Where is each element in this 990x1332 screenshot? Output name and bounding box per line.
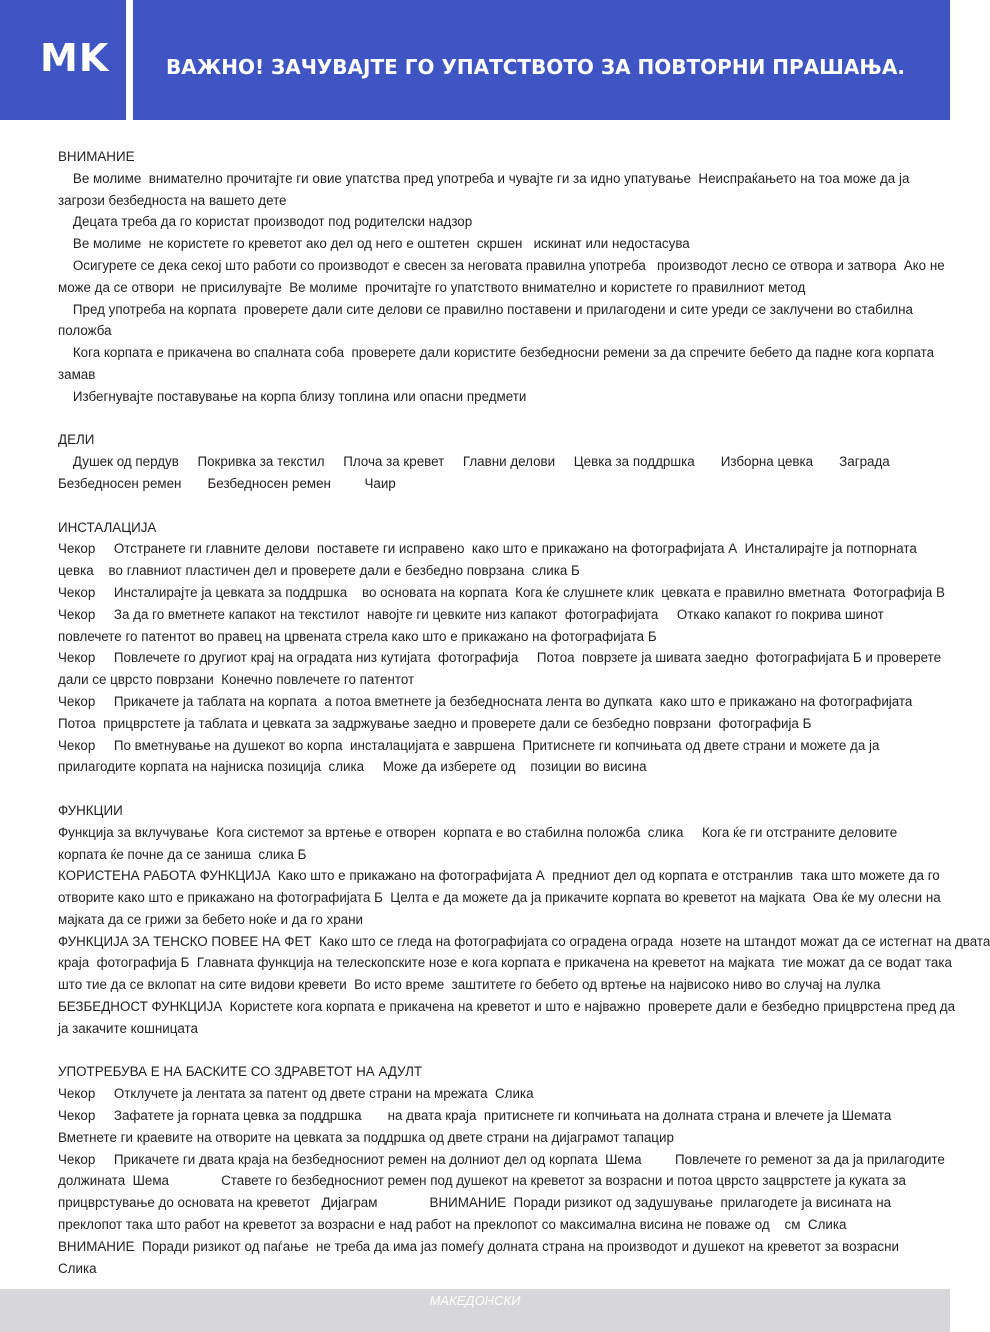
text-line: краја фотографија Б Главната функција на телескопските нозе е кога корпата е прикачена на креветот на мајката тие можат да се водат така (58, 955, 952, 971)
text-line: замав (58, 366, 96, 382)
section-heading: ФУНКЦИИ (58, 802, 123, 818)
section-heading: ВНИМАНИЕ (58, 149, 135, 164)
footer-language: МАКЕДОНСКИ (429, 1293, 521, 1308)
text-line: должината Шема Ставете го безбедносниот ремен под душекот на креветот за возрасни и потоа цврсто зацврстете ја куката за (58, 1173, 906, 1189)
text-line: положба (58, 323, 112, 339)
language-code: MK (40, 36, 110, 80)
header-divider (126, 0, 133, 120)
text-line: Слика (58, 1260, 97, 1276)
text-line: цевка во главниот пластичен дел и проверете дали е безбедно поврзана слика Б (58, 563, 580, 579)
text-line: ја закачите кошницата (58, 1020, 198, 1036)
text-line: Чекор За да го вметнете капакот на текстилот навојте ги цевките низ капакот фотографијата Откако капакот го покрива шинот (58, 606, 884, 622)
text-line: ВНИМАНИЕ Поради ризикот од паѓање не треба да има јаз помеѓу долната страна на производот и душекот на креветот за возрасни (58, 1238, 899, 1254)
page-title: ВАЖНО! ЗАЧУВАЈТЕ ГО УПАТСТВОТО ЗА ПОВТОРНИ ПРАШАЊА. (166, 55, 906, 79)
text-line: преклопот така што работ на креветот за возрасни е над работ на преклопот со максимална висина не поважe од см Слика (58, 1217, 847, 1233)
text-line: Избегнувајте поставување на корпа близу топлина или опасни предмети (58, 388, 527, 404)
text-line: дали се цврсто поврзани Конечно повлечете го патентот (58, 672, 415, 688)
text-line: што тие да се вклопат на сите видови кревети Во исто време заштитете го бебето од вртење на највисоко ниво во случај на лулка (58, 977, 881, 993)
text-line: отворите како што е прикажано на фотографијата Б Целта е да можете да ја прикачите корпата во креветот на мајката Ова ќе му олесни на (58, 890, 941, 906)
section-heading: ИНСТАЛАЦИЈА (58, 519, 157, 535)
text-line: БЕЗБЕДНОСТ ФУНКЦИЈА Користете кога корпата е прикачена на креветот и што е најважно проверете дали е безбедно прицврстена пред да (58, 999, 956, 1015)
text-line: КОРИСТЕНА РАБОТА ФУНКЦИЈА Како што е прикажано на фотографијата А предниот дел од корпата е отстранлив така што можете да го (58, 868, 940, 884)
text-line: Кога корпата е прикачена во спалната соба проверете дали користите безбедносни ремени за да спречите бебето да падне кога корпата (58, 345, 935, 361)
section (58, 517, 945, 779)
text-line: корпата ќе почне да се заниша слика Б (58, 846, 307, 862)
page-footer (0, 1289, 950, 1332)
text-line: Чекор По вметнување на душекот во корпа инсталацијата е завршена Притиснете ги копчињата од двете страни и можете да ја (58, 737, 880, 753)
text-line: Чекор Прикачете ги двата краја на безбедносниот ремен на долниот дел од корпата Шема Повлечете го ременот за да ја прилагодите (58, 1151, 945, 1167)
text-line: повлечете го патентот во правец на црвената стрела како што е прикажано на фотографијата Б (58, 628, 657, 644)
section-heading: ДЕЛИ (58, 432, 95, 448)
text-line: Потоа прицврстете ја таблата и цевката за задржување заедно и проверете дали се безбедно поврзани фотографија Б (58, 715, 812, 731)
section (58, 800, 990, 1040)
text-line: Чекор Зафатете ја горната цевка за поддршка на двата краја притиснете ги копчињата на долната страна и влечете ја Шемата (58, 1108, 892, 1124)
text-line: Чекор Прикачете ја таблата на корпата а потоа вметнете ја безбедносната лента во дупката како што е прикажано на фотографијата (58, 693, 913, 709)
document-body (58, 146, 990, 1279)
text-line: може да се отвори не присилувајте Ве молиме прочитајте го упатството внимателно и користете го правилниот метод (58, 279, 806, 295)
text-line: Безбедносен ремен Безбедносен ремен Чаир (58, 475, 396, 491)
text-line: Вметнете ги краевите на отворите на цевката за поддршка од двете страни на дијаграмот тапацир (58, 1129, 674, 1145)
text-line: прицврстување до основата на креветот Дијаграм ВНИМАНИЕ Поради ризикот од задушување прилагодете ја висината на (58, 1195, 892, 1211)
text-line: Ве молиме внимателно прочитајте ги овие упатства пред употреба и чувајте ги за идно упатување Неиспраќањето на тоа може да ја (58, 170, 910, 186)
text-line: Чекор Отклучете ја лентата за патент од двете страни на мрежата Слика (58, 1086, 534, 1102)
section (58, 429, 892, 494)
text-line: ФУНКЦИЈА ЗА ТЕНСКО ПОВЕЕ НА ФЕТ Како што се гледа на фотографијата со оградена ограда нозете на штандот можат да се истегнат на двата (58, 933, 990, 949)
text-line: Функција за вклучување Кога системот за вртење е отворен корпата е во стабилна положба слика Кога ќе ги отстраните деловите (58, 824, 898, 840)
text-line: загрози безбедноста на вашето дете (58, 192, 287, 208)
text-line: Децата треба да го користат производот под родителски надзор (58, 214, 473, 230)
section (58, 146, 945, 408)
text-line: Чекор Отстранете ги главните делови поставете ги исправено како што е прикажано на фотографијата А Инсталирајте ја потпорната (58, 541, 917, 557)
text-line: мајката да се грижи за бебето ноќе и да го храни (58, 911, 363, 927)
text-line: Пред употреба на корпата проверете дали сите делови се правилно поставени и прилагодени и сите уреди се заклучени во стабилна (58, 301, 913, 317)
text-line: Чекор Инсталирајте ја цевката за поддршка во основата на корпата Кога ќе слушнете клик цевката е правилно вметната Фотографија В (58, 584, 945, 600)
text-line: Чекор Повлечете го другиот крај на оградата низ кутијата фотографија Потоа поврзете ја шивата заедно фотографијата Б и проверете (58, 650, 942, 666)
page-header (0, 0, 950, 120)
text-line: Ве молиме не користете го креветот ако дел од него е оштетен скршен искинат или недостасува (58, 236, 690, 252)
text-line: Душек од пердув Покривка за текстил Плоча за кревет Главни делови Цевка за поддршка Изборна цевка Заграда (58, 454, 890, 470)
text-line: прилагодите корпата на најниска позиција слика Може да изберете од позиции во висина (58, 759, 647, 775)
section (58, 1061, 945, 1279)
text-line: Осигурете се дека секој што работи со производот е свесен за неговата правилна употреба производот лесно се отвора и затвора Ако не (58, 257, 945, 273)
section-heading: УПОТРЕБУВА Е НА БАСКИТЕ СО ЗДРАВЕТОТ НА АДУЛТ (58, 1064, 423, 1080)
